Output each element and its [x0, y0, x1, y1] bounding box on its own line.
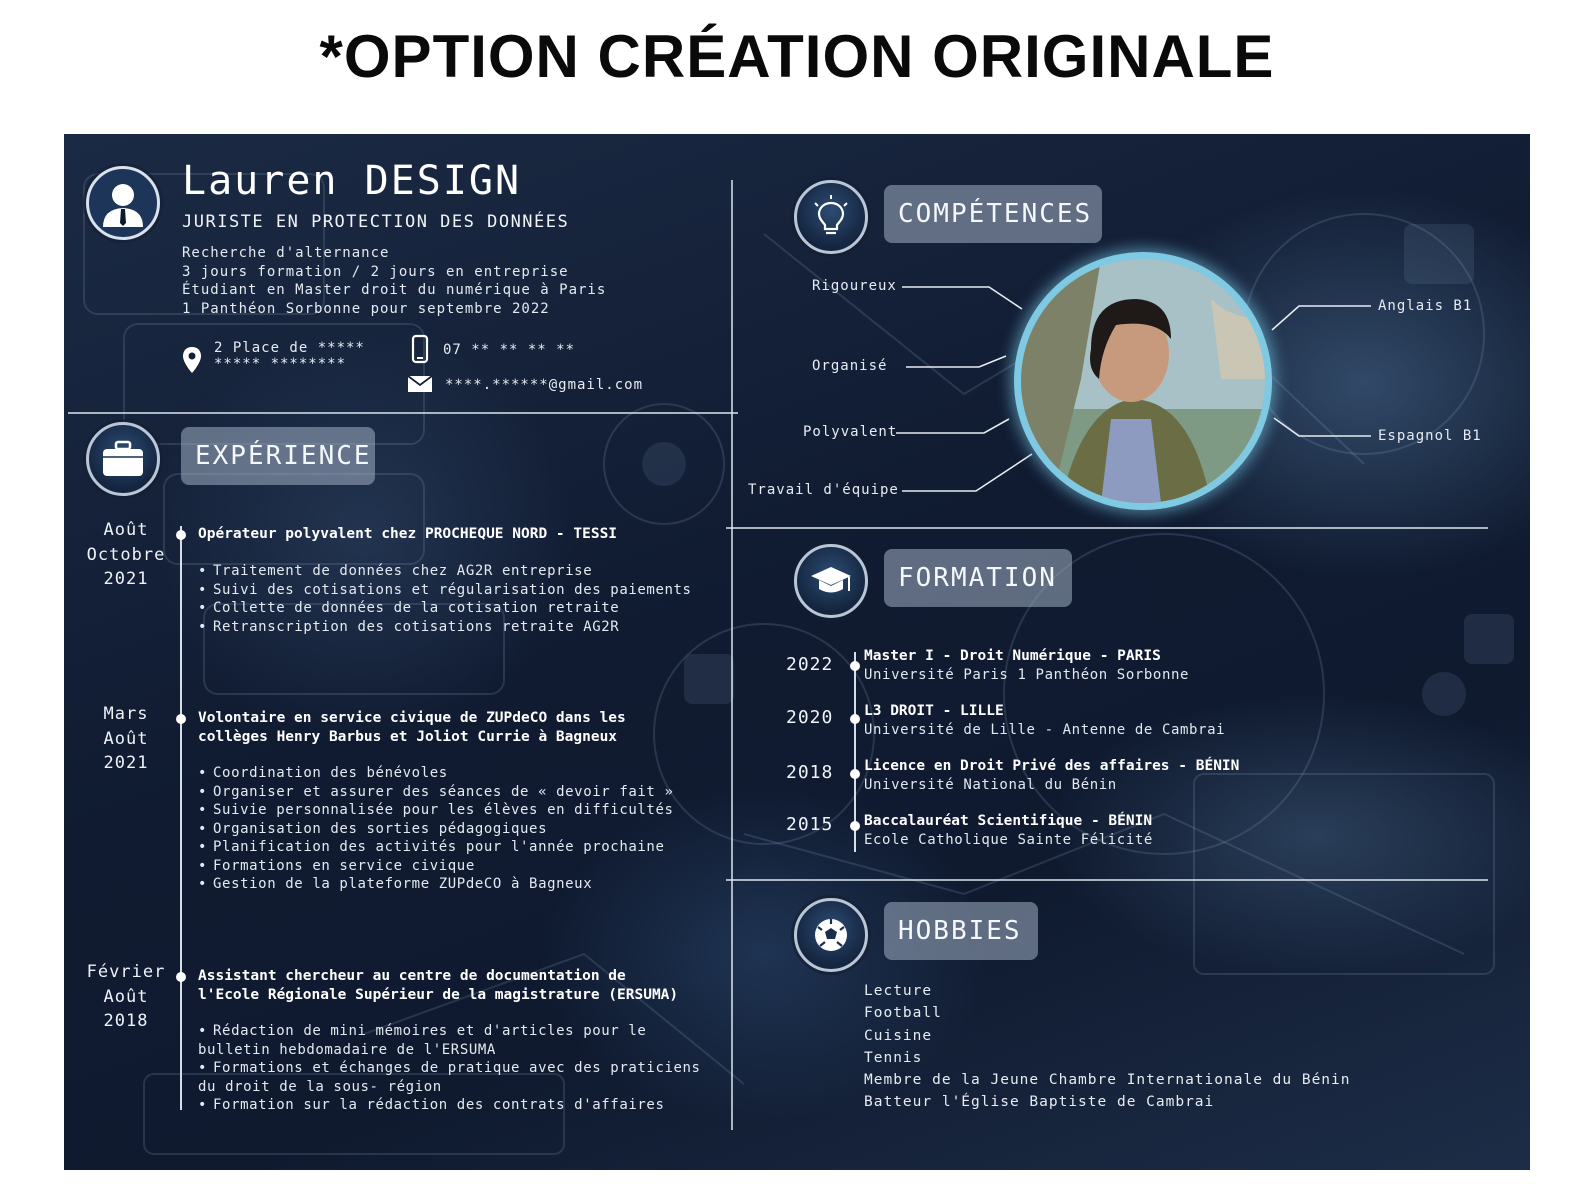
- list-item: Football: [864, 1005, 942, 1022]
- list-item: • Suivi des cotisations et régularisation des paiements: [198, 581, 692, 600]
- title-line: l'Ecole Régionale Supérieur de la magistrature (ERSUMA): [198, 987, 679, 1003]
- date-line: Mars: [103, 704, 149, 724]
- list-item: Batteur l'Église Baptiste de Cambrai: [864, 1094, 1215, 1111]
- title-line: collèges Henry Barbus et Joliot Currie à Bagneux: [198, 729, 618, 745]
- date-line: 2021: [103, 753, 149, 773]
- list-item: • Retranscription des cotisations retraite AG2R: [198, 618, 692, 637]
- list-item: • Rédaction de mini mémoires et d'articles pour le bulletin hebdomadaire de l'ERSUMA: [198, 1022, 718, 1059]
- title-line: Opérateur polyvalent chez PROCHEQUE NORD - TESSI: [198, 526, 618, 542]
- timeline-dot: [850, 769, 860, 779]
- hobbies-list: [864, 980, 1351, 1114]
- formation-heading: FORMATION: [884, 549, 1072, 607]
- skill-label: Organisé: [812, 358, 888, 374]
- cv-card: [64, 134, 1530, 1170]
- page-title: *OPTION CRÉATION ORIGINALE: [319, 23, 1275, 90]
- formation-year: 2020: [786, 707, 834, 728]
- portrait-image: [1021, 259, 1265, 503]
- graduation-cap-icon: [809, 563, 853, 599]
- formation-year: 2015: [786, 814, 834, 835]
- list-item: • Planification des activités pour l'année prochaine: [198, 838, 674, 857]
- formation-year: 2018: [786, 762, 834, 783]
- list-item: • Coordination des bénévoles: [198, 764, 674, 783]
- soccer-ball-icon: [813, 917, 849, 953]
- formation-school: Ecole Catholique Sainte Félicité: [864, 832, 1153, 848]
- formation-school: Université de Lille - Antenne de Cambrai: [864, 722, 1226, 738]
- list-item: • Traitement de données chez AG2R entreprise: [198, 562, 692, 581]
- formation-school: Université Paris 1 Panthéon Sorbonne: [864, 667, 1190, 683]
- date-line: Octobre: [86, 544, 166, 565]
- list-item: Membre de la Jeune Chambre Internationale du Bénin: [864, 1072, 1351, 1089]
- summary-line: Étudiant en Master droit du numérique à Paris: [182, 282, 607, 298]
- formation-school: Université National du Bénin: [864, 777, 1117, 793]
- list-item: • Formation sur la rédaction des contrats d'affaires: [198, 1096, 718, 1115]
- date-line: Février: [86, 962, 166, 982]
- formation-year: 2022: [786, 654, 834, 675]
- date-line: 2021: [103, 569, 149, 589]
- list-item: • Organiser et assurer des séances de « devoir fait »: [198, 783, 674, 802]
- summary-line: 3 jours formation / 2 jours en entreprise: [182, 263, 569, 280]
- candidate-name: Lauren DESIGN: [182, 158, 522, 204]
- phone-number: 07 ** ** ** **: [443, 342, 576, 358]
- skill-label: Polyvalent: [803, 424, 898, 440]
- skill-label: Travail d'équipe: [748, 482, 899, 498]
- list-item: • Collette de données de la cotisation retraite: [198, 599, 692, 618]
- hobbies-heading: HOBBIES: [884, 902, 1038, 960]
- list-item: • Organisation des sorties pédagogiques: [198, 820, 674, 839]
- address-line: 2 Place de *****: [214, 340, 365, 356]
- job-title: JURISTE EN PROTECTION DES DONNÉES: [182, 212, 570, 232]
- title-line: Assistant chercheur au centre de documentation de: [198, 968, 626, 984]
- formation-title: Baccalauréat Scientifique - BÉNIN: [864, 813, 1153, 829]
- formation-icon-badge: [794, 544, 868, 618]
- skill-label: Rigoureux: [812, 278, 897, 294]
- list-item: Cuisine: [864, 1027, 933, 1044]
- date-line: 2018: [103, 1011, 149, 1031]
- timeline-dot: [850, 821, 860, 831]
- timeline-dot: [850, 661, 860, 671]
- list-item: Lecture: [864, 983, 933, 999]
- date-line: Août: [103, 728, 149, 749]
- timeline-dot: [850, 714, 860, 724]
- skill-label: Espagnol B1: [1378, 428, 1482, 444]
- list-item: Tennis: [864, 1049, 923, 1066]
- summary-line: Recherche d'alternance: [182, 245, 390, 261]
- formation-title: Licence en Droit Privé des affaires - BÉNIN: [864, 758, 1240, 774]
- title-line: Volontaire en service civique de ZUPdeCO dans les: [198, 710, 626, 726]
- formation-title: Master I - Droit Numérique - PARIS: [864, 648, 1161, 664]
- date-line: Août: [103, 986, 149, 1007]
- list-item: • Suivie personnalisée pour les élèves en difficultés: [198, 801, 674, 820]
- profile-photo: [1014, 252, 1272, 510]
- address-line: ***** ********: [214, 356, 347, 372]
- skill-label: Anglais B1: [1378, 298, 1473, 314]
- hobbies-icon-badge: [794, 898, 868, 972]
- summary-line: 1 Panthéon Sorbonne pour septembre 2022: [182, 300, 550, 317]
- date-line: Août: [103, 520, 149, 540]
- list-item: • Gestion de la plateforme ZUPdeCO à Bagneux: [198, 875, 674, 894]
- formation-title: L3 DROIT - LILLE: [864, 703, 1004, 719]
- email-address: ****.******@gmail.com: [445, 377, 644, 393]
- list-item: • Formations en service civique: [198, 857, 674, 876]
- experience-heading: EXPÉRIENCE: [181, 427, 375, 485]
- competences-heading: COMPÉTENCES: [884, 185, 1102, 243]
- list-item: • Formations et échanges de pratique avec des praticiens du droit de la sous- région: [198, 1059, 718, 1096]
